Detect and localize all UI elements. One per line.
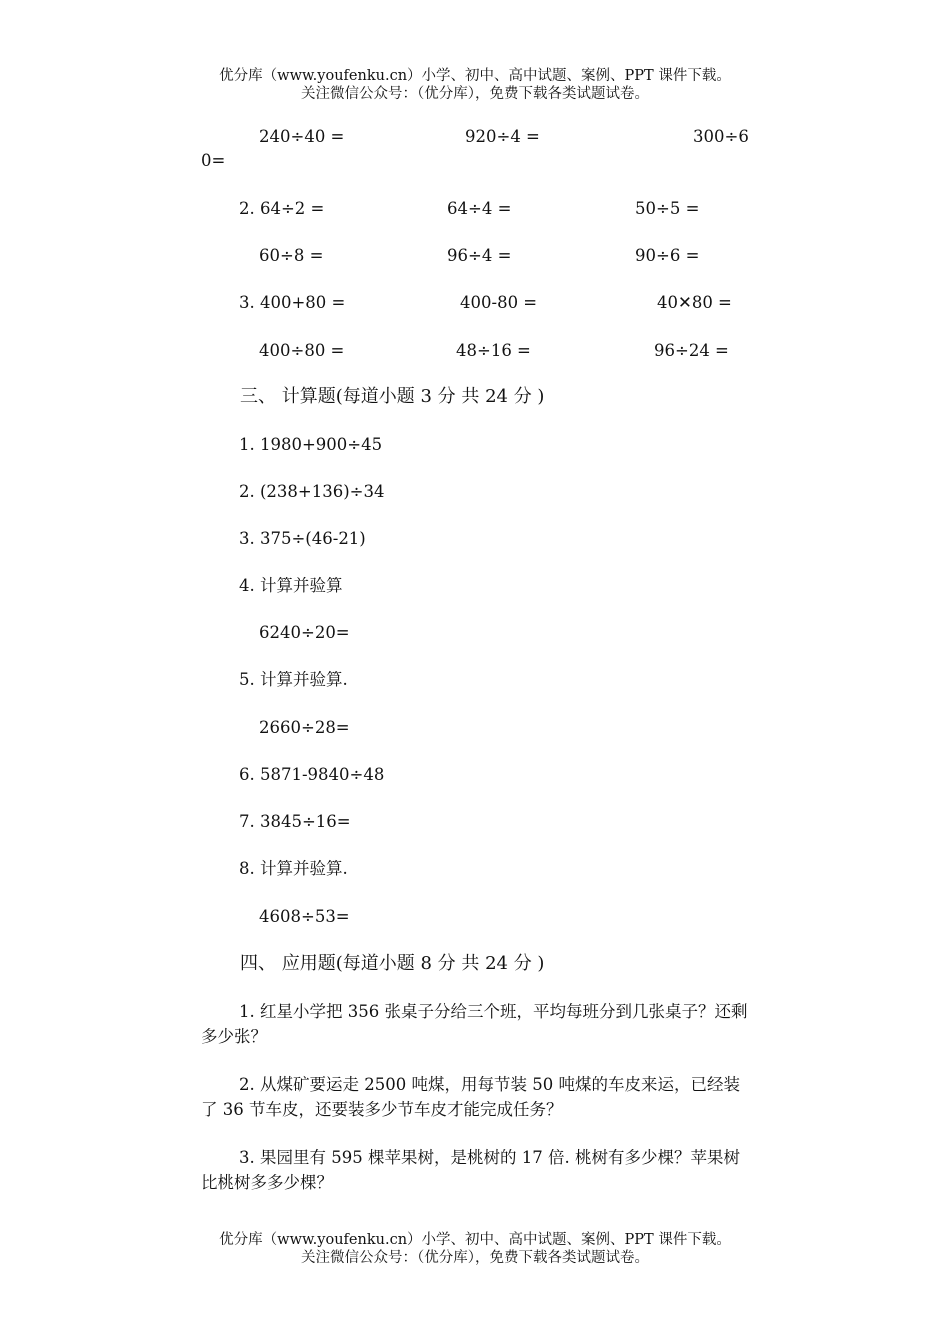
oral-calc-wrap: 0= (201, 151, 226, 170)
oral-calc-item: 2. 64÷2 = (239, 199, 325, 218)
calc-expression: 6240÷20= (259, 623, 350, 642)
calc-question: 1. 1980+900÷45 (239, 435, 383, 454)
oral-calc-item: 64÷4 = (447, 199, 512, 218)
calc-expression: 2660÷28= (259, 718, 350, 737)
page-footer (0, 1231, 950, 1267)
section-title-word-problems: 四、 应用题(每道小题 8 分 共 24 分 ) (240, 953, 545, 974)
calc-question: 6. 5871-9840÷48 (239, 765, 385, 784)
oral-calc-item: 3. 400+80 = (239, 293, 346, 312)
oral-calc-item: 300÷6 (693, 127, 749, 146)
header-line-2: 关注微信公众号：（优分库），免费下载各类试题试卷。 (301, 86, 649, 102)
oral-calc-item: 60÷8 = (259, 246, 324, 265)
oral-calc-item: 50÷5 = (635, 199, 700, 218)
header-line-1: 优分库（www.youfenku.cn）小学、初中、高中试题、案例、PPT 课件下载。 (219, 68, 731, 84)
oral-calc-item: 96÷4 = (447, 246, 512, 265)
oral-calc-item: 920÷4 = (465, 127, 540, 146)
oral-calc-item: 90÷6 = (635, 246, 700, 265)
calc-question: 3. 375÷(46-21) (239, 529, 366, 548)
calc-question: 4. 计算并验算 (239, 576, 343, 595)
calc-question: 7. 3845÷16= (239, 812, 351, 831)
oral-calc-item: 48÷16 = (456, 341, 531, 360)
oral-calc-item: 400÷80 = (259, 341, 345, 360)
calc-expression: 4608÷53= (259, 907, 350, 926)
calc-question: 5. 计算并验算. (239, 670, 348, 689)
section-title-calculation: 三、 计算题(每道小题 3 分 共 24 分 ) (240, 386, 545, 407)
footer-line-2: 关注微信公众号：（优分库），免费下载各类试题试卷。 (301, 1250, 649, 1266)
oral-calc-item: 400-80 = (460, 293, 538, 312)
word-problem-2: 2. 从煤矿要运走 2500 吨煤，用每节装 50 吨煤的车皮来运，已经装了 36 节车皮，还要装多少节车皮才能完成任务？ (201, 1075, 740, 1119)
calc-question: 2. (238+136)÷34 (239, 482, 385, 501)
oral-calc-item: 240÷40 = (259, 127, 345, 146)
word-problem-1: 1. 红星小学把 356 张桌子分给三个班，平均每班分到几张桌子？还剩多少张？ (201, 1002, 748, 1046)
word-problem-3: 3. 果园里有 595 棵苹果树，是桃树的 17 倍. 桃树有多少棵？苹果树比桃树多多少棵？ (201, 1148, 740, 1192)
oral-calc-item: 40✕80 = (657, 293, 732, 312)
oral-calc-item: 96÷24 = (654, 341, 729, 360)
calc-question: 8. 计算并验算. (239, 859, 348, 878)
page-header (0, 67, 950, 103)
footer-line-1: 优分库（www.youfenku.cn）小学、初中、高中试题、案例、PPT 课件下载。 (219, 1232, 731, 1248)
